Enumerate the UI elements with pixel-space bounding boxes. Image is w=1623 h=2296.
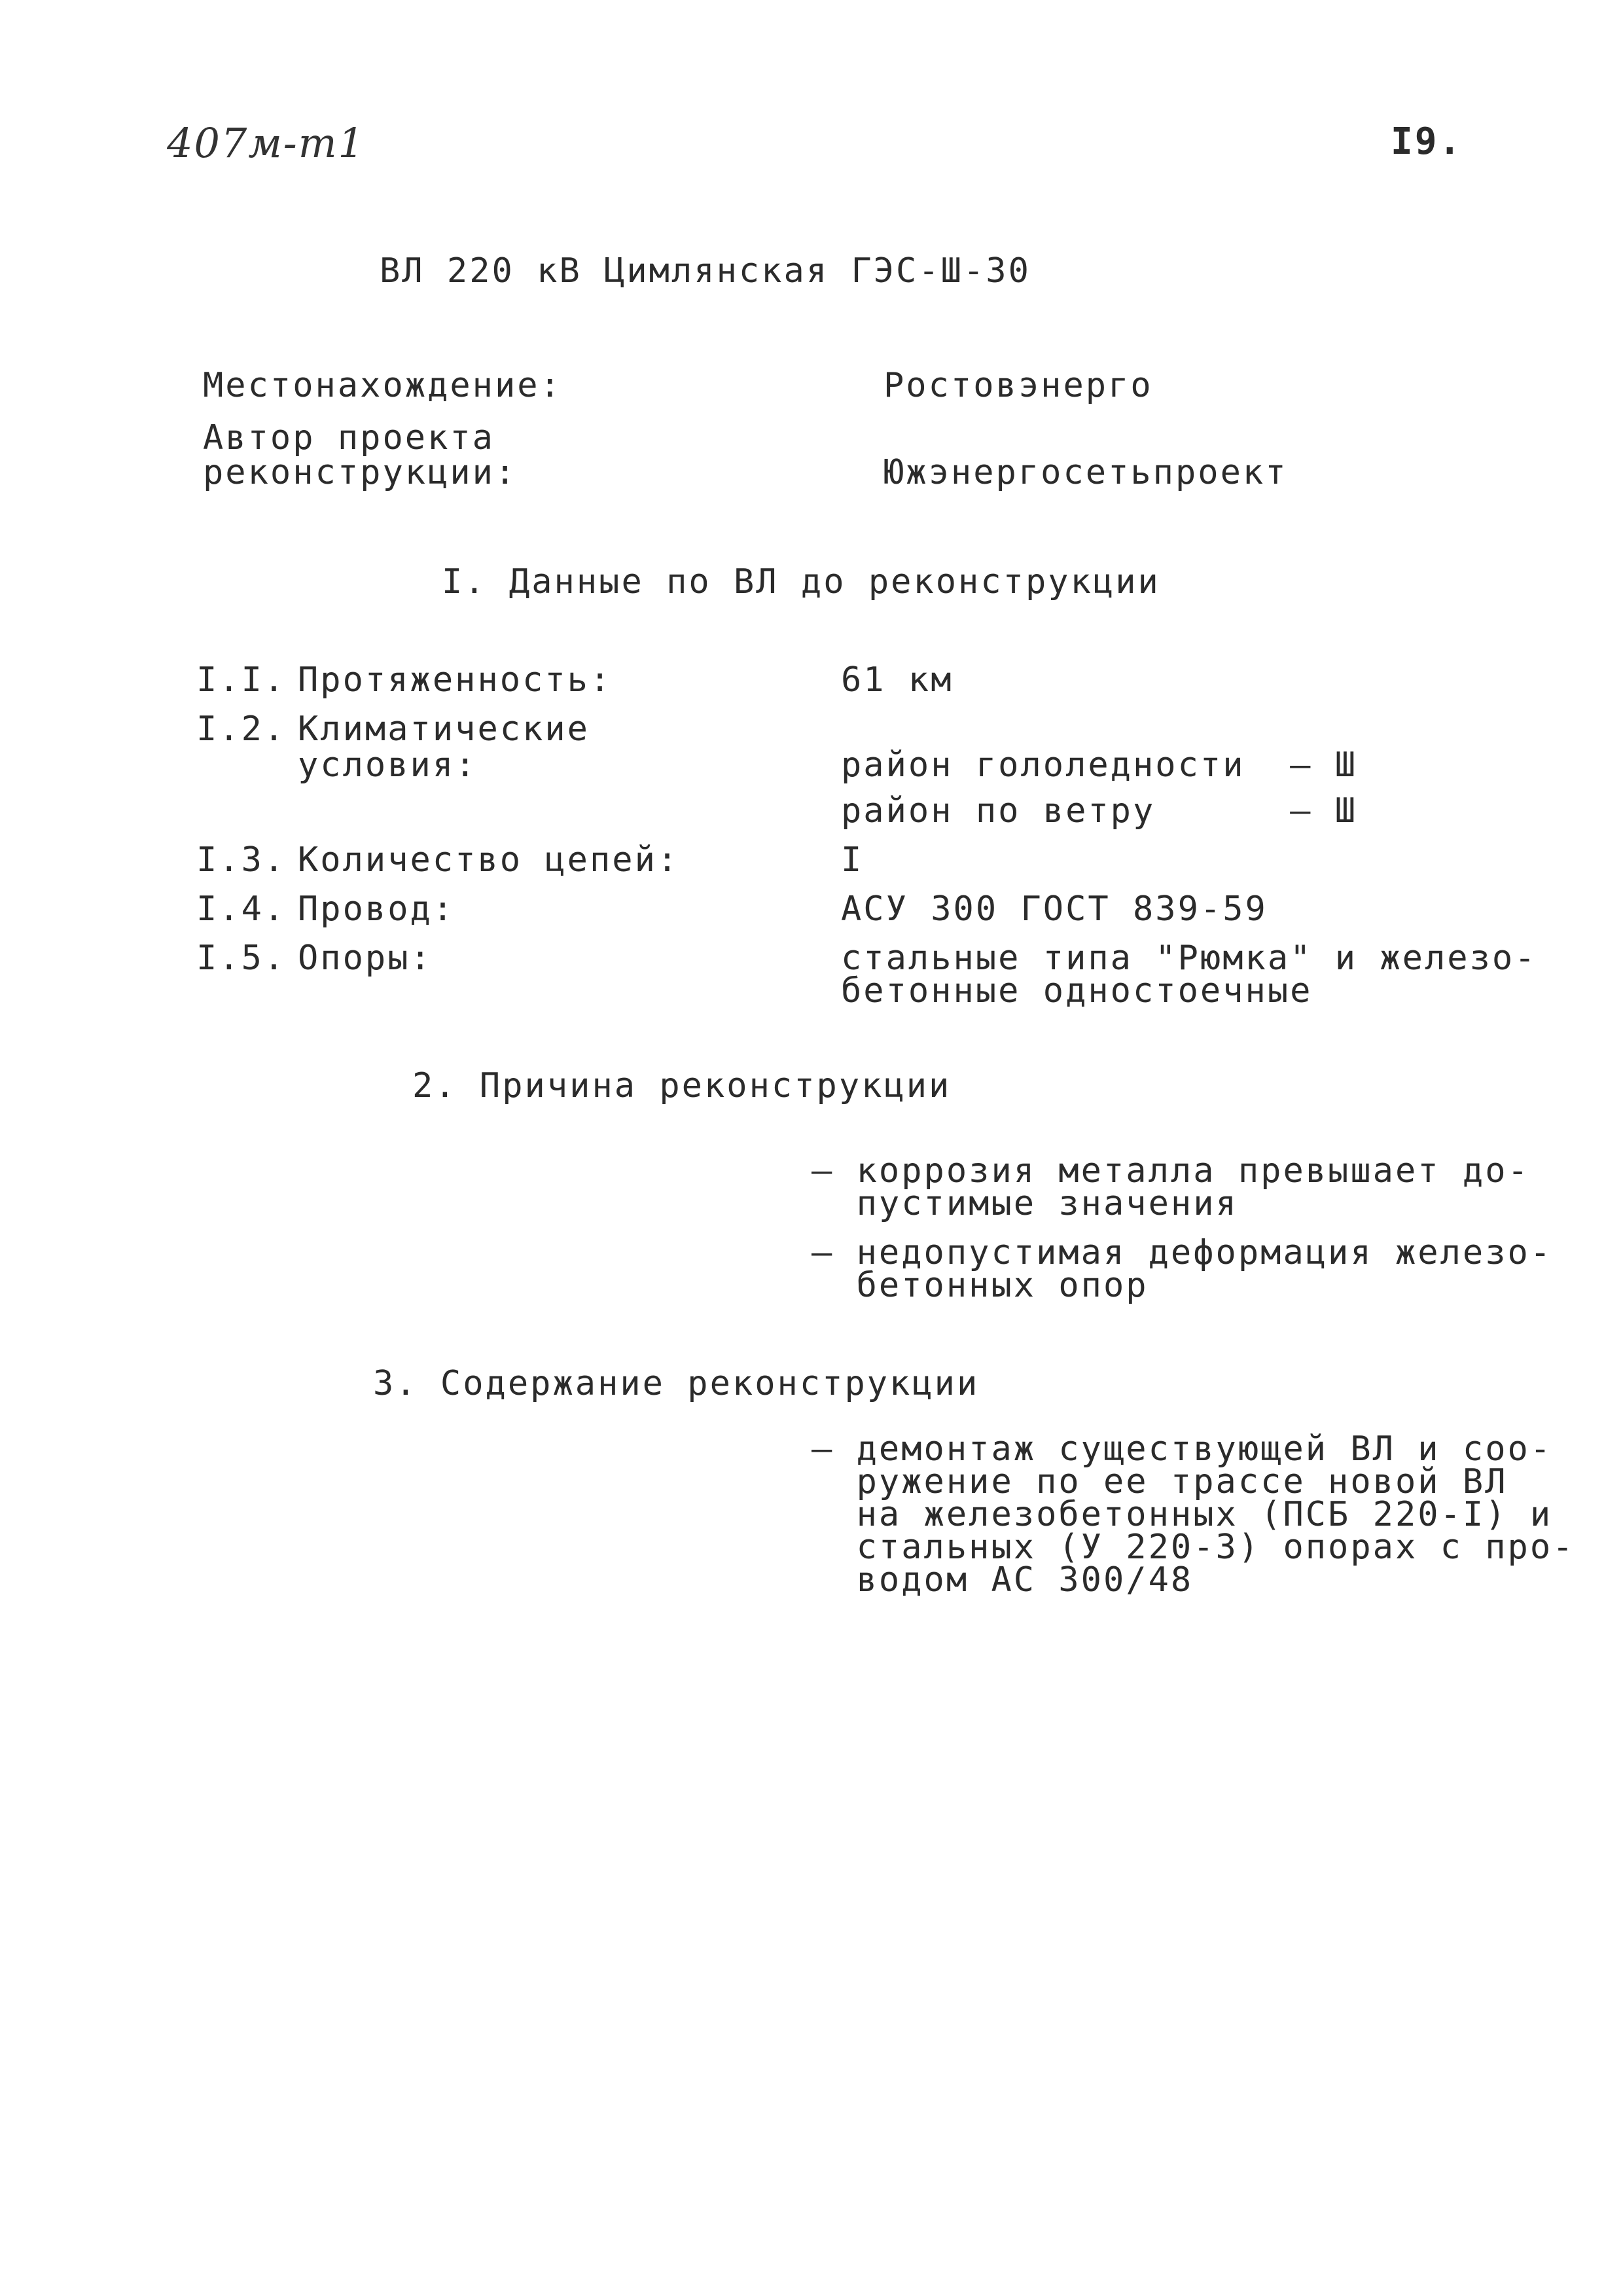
item-number: I.3. bbox=[196, 840, 287, 880]
item-number: I.2. bbox=[196, 709, 287, 749]
item-number: I.5. bbox=[196, 939, 287, 978]
section-2-heading: 2. Причина реконструкции bbox=[412, 1066, 952, 1105]
item-label: Количество цепей: bbox=[298, 840, 680, 880]
paragraph-line: на железобетонных (ПСБ 220-I) и bbox=[812, 1495, 1553, 1534]
section-1-heading: I. Данные по ВЛ до реконструкции bbox=[442, 562, 1160, 601]
author-label-line-1: Автор проекта bbox=[203, 418, 495, 457]
bullet-line: – недопустимая деформация железо- bbox=[812, 1233, 1553, 1272]
item-label: Провод: bbox=[298, 889, 455, 929]
item-label: Протяженность: bbox=[298, 660, 613, 700]
handwritten-code: 407м-т1 bbox=[167, 119, 365, 167]
section-3-heading: 3. Содержание реконструкции bbox=[373, 1364, 980, 1403]
item-value: стальные типа "Рюмка" и железо- bbox=[841, 939, 1537, 978]
item-label: Опоры: bbox=[298, 939, 433, 978]
paragraph-line: ружение по ее трассе новой ВЛ bbox=[812, 1462, 1508, 1501]
item-value: район гололедности – Ш bbox=[841, 745, 1358, 785]
item-value: АСУ 300 ГОСТ 839-59 bbox=[841, 889, 1268, 929]
item-value: 61 км bbox=[841, 660, 954, 700]
document-title: ВЛ 220 кВ Цимлянская ГЭС-Ш-30 bbox=[380, 251, 1031, 291]
author-value: Южэнергосетьпроект bbox=[883, 453, 1288, 492]
location-value: Ростовэнерго bbox=[883, 366, 1153, 405]
item-label: Климатические bbox=[298, 709, 590, 749]
paragraph-line: стальных (У 220-3) опорах с про- bbox=[812, 1528, 1575, 1567]
paragraph-line: водом АС 300/48 bbox=[812, 1560, 1194, 1600]
bullet-line: бетонных опор bbox=[812, 1266, 1149, 1305]
item-number: I.I. bbox=[196, 660, 287, 700]
bullet-line: – коррозия металла превышает до- bbox=[812, 1151, 1530, 1191]
author-label-line-2: реконструкции: bbox=[203, 453, 518, 492]
paragraph-line: – демонтаж существующей ВЛ и соо- bbox=[812, 1429, 1553, 1469]
item-value: I bbox=[841, 840, 864, 880]
location-label: Местонахождение: bbox=[203, 366, 562, 405]
item-number: I.4. bbox=[196, 889, 287, 929]
item-value: бетонные одностоечные bbox=[841, 971, 1313, 1011]
item-label: условия: bbox=[298, 745, 478, 785]
page-number: I9. bbox=[1391, 120, 1463, 163]
bullet-line: пустимые значения bbox=[812, 1184, 1238, 1223]
item-value: район по ветру – Ш bbox=[841, 791, 1358, 831]
